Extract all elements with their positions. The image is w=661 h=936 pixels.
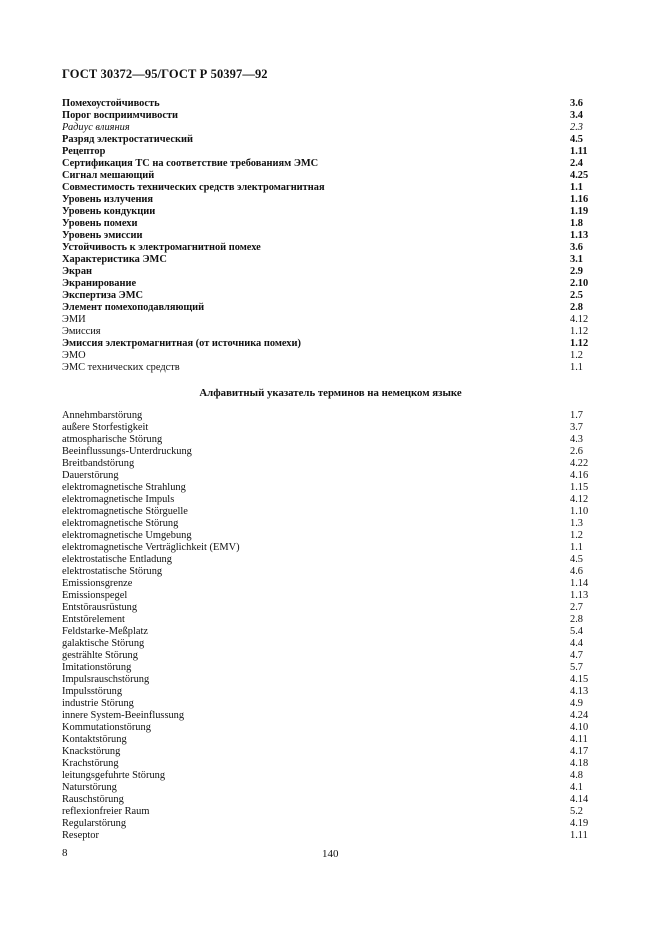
index-term: Эмиссия электромагнитная (от источника помехи): [62, 338, 301, 349]
german-term-index: [62, 410, 592, 842]
german-index-row: [62, 614, 592, 626]
index-reference-number: 4.14: [570, 794, 589, 805]
index-term: Emissionsgrenze: [62, 578, 133, 589]
german-index-row: [62, 806, 592, 818]
index-reference-number: 1.3: [570, 518, 583, 529]
index-term: elektromagnetische Verträglichkeit (EMV): [62, 542, 240, 553]
russian-index-row: [62, 242, 592, 254]
german-index-row: [62, 518, 592, 530]
index-reference-number: 1.13: [570, 590, 589, 601]
index-reference-number: 4.9: [570, 698, 583, 709]
index-reference-number: 1.12: [570, 338, 589, 349]
german-index-row: [62, 422, 592, 434]
index-reference-number: 1.10: [570, 506, 589, 517]
russian-index-row: [62, 206, 592, 218]
index-term: industrie Störung: [62, 698, 134, 709]
russian-index-row: [62, 326, 592, 338]
index-term: atmospharische Störung: [62, 434, 163, 445]
index-reference-number: 2.10: [570, 278, 589, 289]
index-term: Эмиссия: [62, 326, 101, 337]
index-reference-number: 4.17: [570, 746, 589, 757]
index-term: Порог восприимчивости: [62, 110, 179, 121]
russian-index-row: [62, 218, 592, 230]
index-term: Разряд электростатический: [62, 134, 193, 145]
index-term: Entstörelement: [62, 614, 125, 625]
index-term: Экран: [62, 266, 92, 277]
german-index-row: [62, 470, 592, 482]
russian-index-row: [62, 194, 592, 206]
index-reference-number: 2.4: [570, 158, 583, 169]
index-reference-number: 1.7: [570, 410, 583, 421]
index-reference-number: 4.25: [570, 170, 589, 181]
index-term: Kontaktstörung: [62, 734, 127, 745]
index-reference-number: 4.6: [570, 566, 583, 577]
index-term: elektrostatische Störung: [62, 566, 163, 577]
german-index-row: [62, 734, 592, 746]
index-term: Помехоустойчивость: [62, 98, 160, 109]
index-term: Breitbandstörung: [62, 458, 135, 469]
german-index-row: [62, 830, 592, 842]
russian-index-row: [62, 362, 592, 374]
russian-index-row: [62, 182, 592, 194]
index-reference-number: 1.13: [570, 230, 589, 241]
index-reference-number: 2.8: [570, 302, 583, 313]
index-reference-number: 1.1: [570, 542, 583, 553]
index-reference-number: 1.1: [570, 362, 583, 373]
index-reference-number: 2.7: [570, 602, 583, 613]
section-title-german-index: Алфавитный указатель терминов на немецком языке: [199, 387, 462, 399]
index-reference-number: 2.9: [570, 266, 583, 277]
index-reference-number: 3.7: [570, 422, 583, 433]
index-reference-number: 1.11: [570, 146, 588, 157]
index-reference-number: 1.19: [570, 206, 589, 217]
index-term: Emissionspegel: [62, 590, 128, 601]
index-term: elektromagnetische Strahlung: [62, 482, 186, 493]
german-index-row: [62, 662, 592, 674]
index-reference-number: 1.1: [570, 182, 583, 193]
german-index-row: [62, 818, 592, 830]
index-term: elektromagnetische Impuls: [62, 494, 175, 505]
index-term: Уровень эмиссии: [62, 230, 143, 241]
index-reference-number: 4.4: [570, 638, 583, 649]
index-reference-number: 2.5: [570, 290, 583, 301]
german-index-row: [62, 638, 592, 650]
index-reference-number: 4.7: [570, 650, 583, 661]
index-reference-number: 3.6: [570, 98, 583, 109]
index-term: Устойчивость к электромагнитной помехе: [62, 242, 261, 253]
index-term: ЭМИ: [62, 314, 86, 325]
index-reference-number: 1.14: [570, 578, 589, 589]
index-term: ЭМС технических средств: [62, 362, 180, 373]
index-term: Rauschstörung: [62, 794, 124, 805]
german-index-row: [62, 566, 592, 578]
russian-index-row: [62, 278, 592, 290]
index-reference-number: 1.2: [570, 530, 583, 541]
index-reference-number: 3.1: [570, 254, 583, 265]
german-index-row: [62, 794, 592, 806]
index-reference-number: 5.4: [570, 626, 583, 637]
index-term: elektrostatische Entladung: [62, 554, 172, 565]
german-index-row: [62, 494, 592, 506]
german-index-row: [62, 674, 592, 686]
document-header: ГОСТ 30372—95/ГОСТ Р 50397—92: [62, 67, 268, 81]
index-term: Kommutationstörung: [62, 722, 151, 733]
index-term: Уровень излучения: [62, 194, 154, 205]
index-term: außere Storfestigkeit: [62, 422, 149, 433]
index-term: elektromagnetische Umgebung: [62, 530, 192, 541]
index-term: Dauerstörung: [62, 470, 119, 481]
index-term: Beeinflussungs-Unterdruckung: [62, 446, 192, 457]
german-index-row: [62, 626, 592, 638]
german-index-row: [62, 698, 592, 710]
german-index-row: [62, 650, 592, 662]
index-reference-number: 4.8: [570, 770, 583, 781]
german-index-row: [62, 782, 592, 794]
index-term: Элемент помехоподавляющий: [62, 302, 205, 313]
russian-index-row: [62, 158, 592, 170]
index-reference-number: 4.13: [570, 686, 589, 697]
german-index-row: [62, 410, 592, 422]
page-number-left: 8: [62, 847, 68, 859]
page-number-center: 140: [322, 848, 339, 860]
german-index-row: [62, 542, 592, 554]
german-index-row: [62, 746, 592, 758]
index-term: Knackstörung: [62, 746, 121, 757]
index-term: galaktische Störung: [62, 638, 145, 649]
index-term: Entstörausrüstung: [62, 602, 138, 613]
index-term: Характеристика ЭМС: [62, 254, 167, 265]
russian-index-row: [62, 254, 592, 266]
german-index-row: [62, 578, 592, 590]
index-reference-number: 4.1: [570, 782, 583, 793]
index-reference-number: 5.7: [570, 662, 583, 673]
german-index-row: [62, 506, 592, 518]
index-reference-number: 4.18: [570, 758, 589, 769]
index-reference-number: 4.12: [570, 494, 589, 505]
index-term: Impulsrauschstörung: [62, 674, 150, 685]
german-index-row: [62, 458, 592, 470]
index-reference-number: 1.15: [570, 482, 589, 493]
index-term: Regularstörung: [62, 818, 127, 829]
german-index-row: [62, 722, 592, 734]
german-index-row: [62, 758, 592, 770]
index-reference-number: 1.16: [570, 194, 589, 205]
index-reference-number: 3.6: [570, 242, 583, 253]
index-term: ЭМО: [62, 350, 86, 361]
index-term: innere System-Beeinflussung: [62, 710, 185, 721]
index-reference-number: 4.24: [570, 710, 589, 721]
index-reference-number: 4.5: [570, 554, 583, 565]
russian-index-row: [62, 314, 592, 326]
index-term: Сигнал мешающий: [62, 170, 155, 181]
index-term: Reseptor: [62, 830, 99, 841]
index-term: Impulsstörung: [62, 686, 123, 697]
german-index-row: [62, 446, 592, 458]
russian-index-row: [62, 230, 592, 242]
index-reference-number: 1.2: [570, 350, 583, 361]
german-index-row: [62, 434, 592, 446]
index-term: Annehmbarstörung: [62, 410, 143, 421]
german-index-row: [62, 590, 592, 602]
index-term: Радиус влияния: [62, 122, 130, 133]
index-term: Feldstarke-Meßplatz: [62, 626, 148, 637]
russian-index-row: [62, 290, 592, 302]
russian-index-row: [62, 266, 592, 278]
russian-index-row: [62, 122, 592, 134]
german-index-row: [62, 770, 592, 782]
index-reference-number: 4.5: [570, 134, 583, 145]
russian-index-row: [62, 338, 592, 350]
index-term: Уровень кондукции: [62, 206, 156, 217]
index-term: Naturstörung: [62, 782, 117, 793]
german-index-row: [62, 710, 592, 722]
index-reference-number: 4.10: [570, 722, 589, 733]
index-reference-number: 1.11: [570, 830, 588, 841]
russian-index-row: [62, 350, 592, 362]
german-index-row: [62, 482, 592, 494]
index-term: Imitationstörung: [62, 662, 132, 673]
index-term: gestrählte Störung: [62, 650, 138, 661]
russian-term-index: [62, 98, 592, 374]
russian-index-row: [62, 170, 592, 182]
index-term: Экспертиза ЭМС: [62, 290, 144, 301]
index-reference-number: 1.8: [570, 218, 583, 229]
index-reference-number: 2.3: [570, 122, 583, 133]
index-reference-number: 1.12: [570, 326, 589, 337]
german-index-row: [62, 602, 592, 614]
index-term: Krachstörung: [62, 758, 119, 769]
index-term: Рецептор: [62, 146, 106, 157]
index-reference-number: 4.11: [570, 734, 588, 745]
index-reference-number: 4.16: [570, 470, 589, 481]
index-reference-number: 2.6: [570, 446, 583, 457]
index-reference-number: 3.4: [570, 110, 583, 121]
russian-index-row: [62, 110, 592, 122]
index-term: Совместимость технических средств электромагнитная: [62, 182, 325, 193]
russian-index-row: [62, 146, 592, 158]
index-term: elektromagnetische Störung: [62, 518, 179, 529]
index-term: leitungsgefuhrte Störung: [62, 770, 166, 781]
russian-index-row: [62, 134, 592, 146]
index-term: reflexionfreier Raum: [62, 806, 150, 817]
index-reference-number: 4.3: [570, 434, 583, 445]
index-reference-number: 4.12: [570, 314, 589, 325]
german-index-row: [62, 530, 592, 542]
index-reference-number: 5.2: [570, 806, 583, 817]
index-term: Уровень помехи: [62, 218, 138, 229]
german-index-row: [62, 686, 592, 698]
index-reference-number: 2.8: [570, 614, 583, 625]
index-reference-number: 4.22: [570, 458, 589, 469]
russian-index-row: [62, 302, 592, 314]
index-reference-number: 4.19: [570, 818, 589, 829]
index-term: Экранирование: [62, 278, 137, 289]
index-reference-number: 4.15: [570, 674, 589, 685]
index-term: elektromagnetische Störguelle: [62, 506, 188, 517]
german-index-row: [62, 554, 592, 566]
index-term: Сертификация ТС на соответствие требованиям ЭМС: [62, 158, 319, 169]
russian-index-row: [62, 98, 592, 110]
